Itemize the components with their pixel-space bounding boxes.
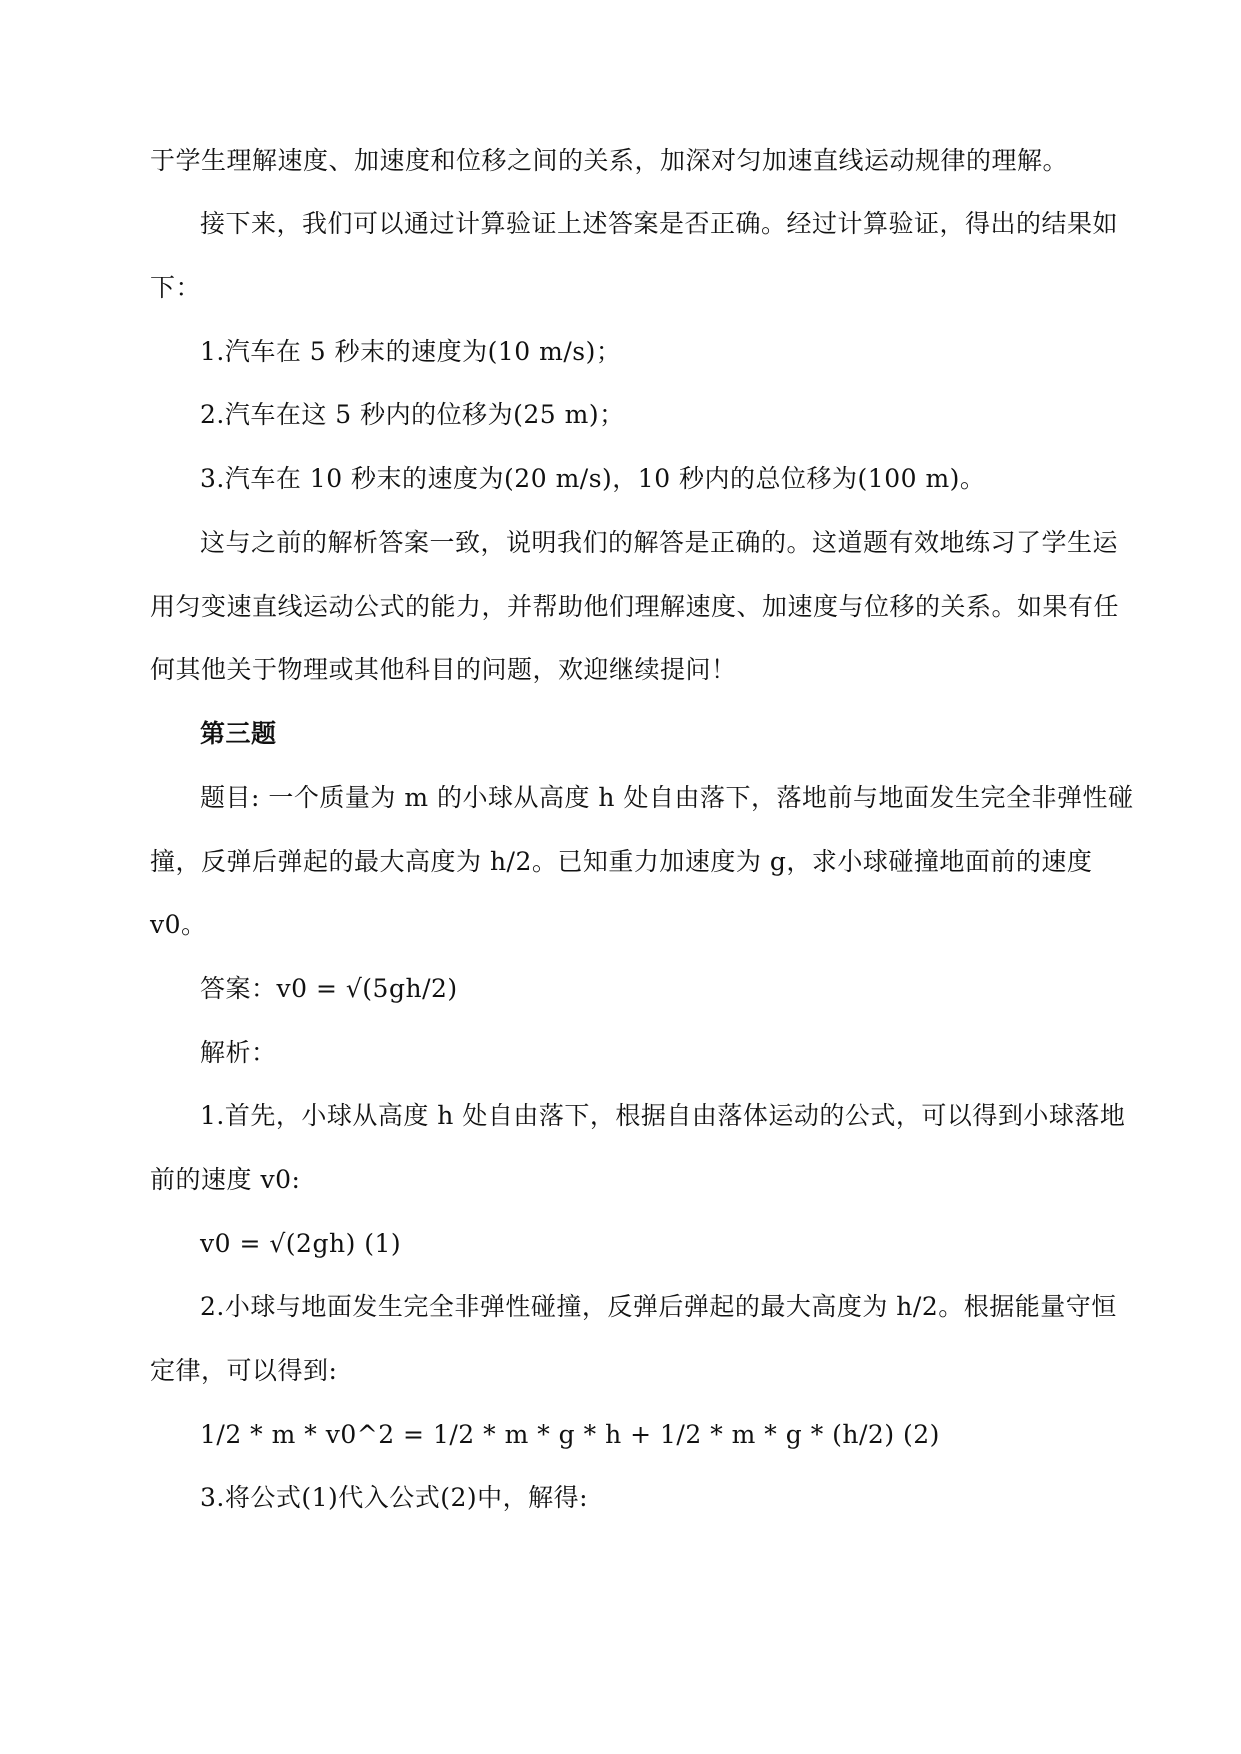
analysis-step-2-cont: 定律，可以得到: [150, 1356, 338, 1385]
result-item-3: 3.汽车在 10 秒末的速度为(20 m/s)，10 秒内的总位移为(100 m)。 [200, 464, 986, 493]
paragraph-line: 于学生理解速度、加速度和位移之间的关系，加深对匀加速直线运动规律的理解。 [150, 146, 1069, 175]
answer-line: 答案：v0 = √(5gh/2) [200, 974, 458, 1003]
analysis-heading: 解析： [200, 1038, 277, 1067]
paragraph-line: 下： [150, 273, 202, 302]
problem-statement-line: 题目: 一个质量为 m 的小球从高度 h 处自由落下，落地前与地面发生完全非弹性碰 [200, 783, 1134, 812]
section-heading: 第三题 [200, 719, 277, 748]
formula-1: v0 = √(2gh) (1) [200, 1229, 402, 1258]
analysis-step-2: 2.小球与地面发生完全非弹性碰撞，反弹后弹起的最大高度为 h/2。根据能量守恒 [200, 1292, 1117, 1321]
paragraph-line: 接下来，我们可以通过计算验证上述答案是否正确。经过计算验证，得出的结果如 [200, 209, 1119, 238]
problem-statement-line: v0。 [150, 910, 207, 939]
paragraph-line: 用匀变速直线运动公式的能力，并帮助他们理解速度、加速度与位移的关系。如果有任 [150, 592, 1120, 621]
analysis-step-3: 3.将公式(1)代入公式(2)中，解得: [200, 1483, 589, 1512]
paragraph-line: 这与之前的解析答案一致，说明我们的解答是正确的。这道题有效地练习了学生运 [200, 528, 1119, 557]
analysis-step-1: 1.首先，小球从高度 h 处自由落下，根据自由落体运动的公式，可以得到小球落地 [200, 1101, 1126, 1130]
result-item-1: 1.汽车在 5 秒末的速度为(10 m/s)； [200, 337, 622, 366]
paragraph-line: 何其他关于物理或其他科目的问题，欢迎继续提问！ [150, 655, 737, 684]
formula-2: 1/2 * m * v0^2 = 1/2 * m * g * h + 1/2 * m * g * (h/2) (2) [200, 1420, 940, 1449]
analysis-step-1-cont: 前的速度 v0: [150, 1165, 301, 1194]
result-item-2: 2.汽车在这 5 秒内的位移为(25 m)； [200, 400, 625, 429]
problem-statement-line: 撞，反弹后弹起的最大高度为 h/2。已知重力加速度为 g，求小球碰撞地面前的速度 [150, 847, 1093, 876]
